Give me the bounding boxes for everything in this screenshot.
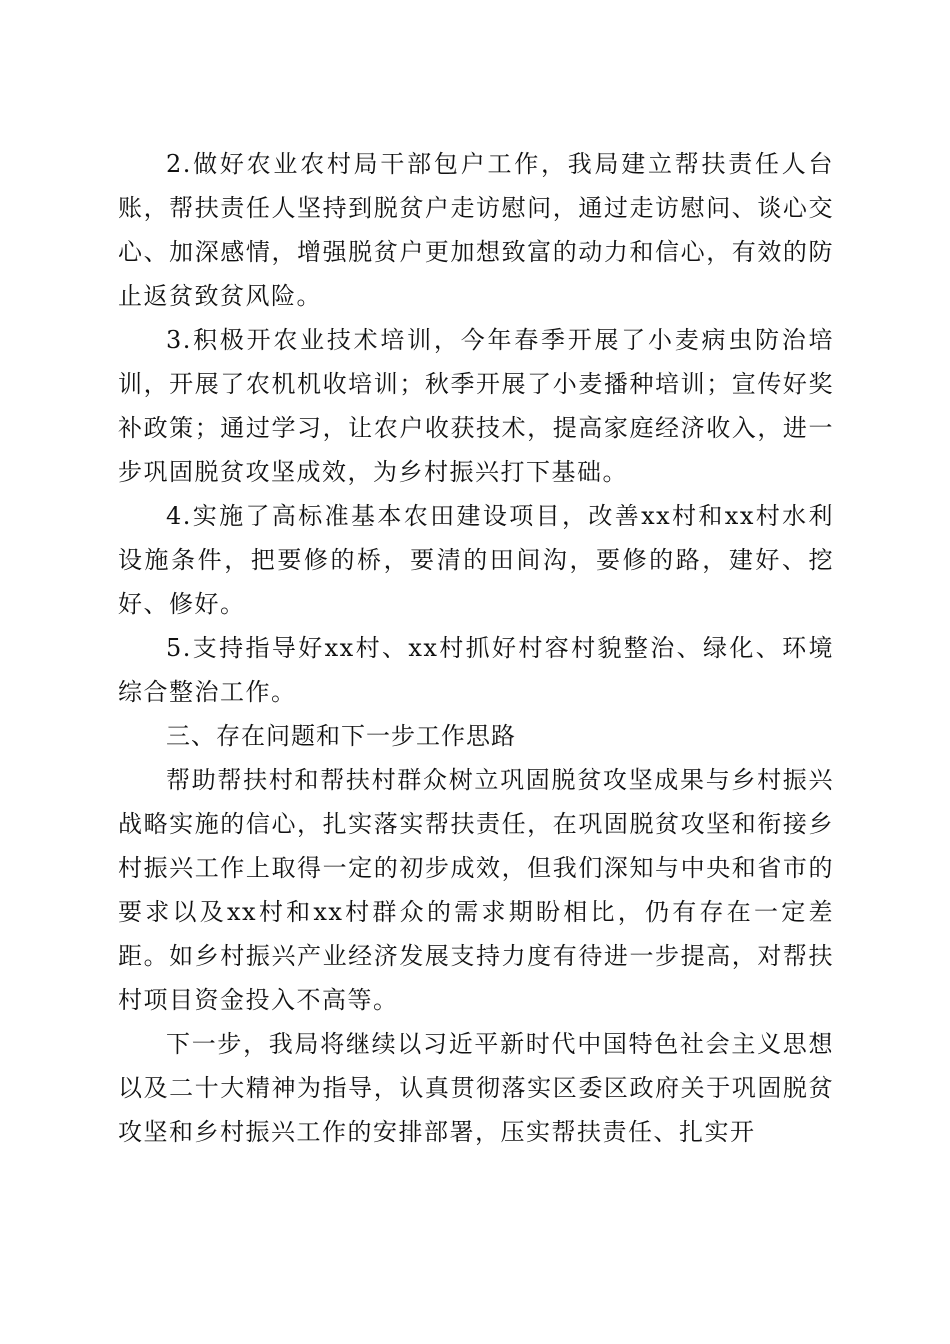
document-body	[118, 142, 834, 1154]
problems-paragraph: 帮助帮扶村和帮扶村群众树立巩固脱贫攻坚成果与乡村振兴战略实施的信心，扎实落实帮扶责任，在巩固脱贫攻坚和衔接乡村振兴工作上取得一定的初步成效，但我们深知与中央和省市的要求以及xx村和xx村群众的需求期盼相比，仍有存在一定差距。如乡村振兴产业经济发展支持力度有待进一步提高，对帮扶村项目资金投入不高等。	[118, 766, 834, 1014]
paragraph-item-3: 3.积极开农业技术培训，今年春季开展了小麦病虫防治培训，开展了农机机收培训；秋季开展了小麦播种培训；宣传好奖补政策；通过学习，让农户收获技术，提高家庭经济收入，进一步巩固脱贫攻坚成效，为乡村振兴打下基础。	[118, 326, 834, 486]
paragraph-item-4: 4.实施了高标准基本农田建设项目，改善xx村和xx村水利设施条件，把要修的桥，要清的田间沟，要修的路，建好、挖好、修好。	[118, 502, 834, 618]
section-heading: 三、存在问题和下一步工作思路	[166, 722, 516, 750]
next-steps-paragraph: 下一步，我局将继续以习近平新时代中国特色社会主义思想以及二十大精神为指导，认真贯彻落实区委区政府关于巩固脱贫攻坚和乡村振兴工作的安排部署，压实帮扶责任、扎实开	[118, 1030, 834, 1146]
paragraph-item-2: 2.做好农业农村局干部包户工作，我局建立帮扶责任人台账，帮扶责任人坚持到脱贫户走访慰问，通过走访慰问、谈心交心、加深感情，增强脱贫户更加想致富的动力和信心，有效的防止返贫致贫风险。	[118, 150, 834, 310]
paragraph-item-5: 5.支持指导好xx村、xx村抓好村容村貌整治、绿化、环境综合整治工作。	[118, 634, 834, 706]
